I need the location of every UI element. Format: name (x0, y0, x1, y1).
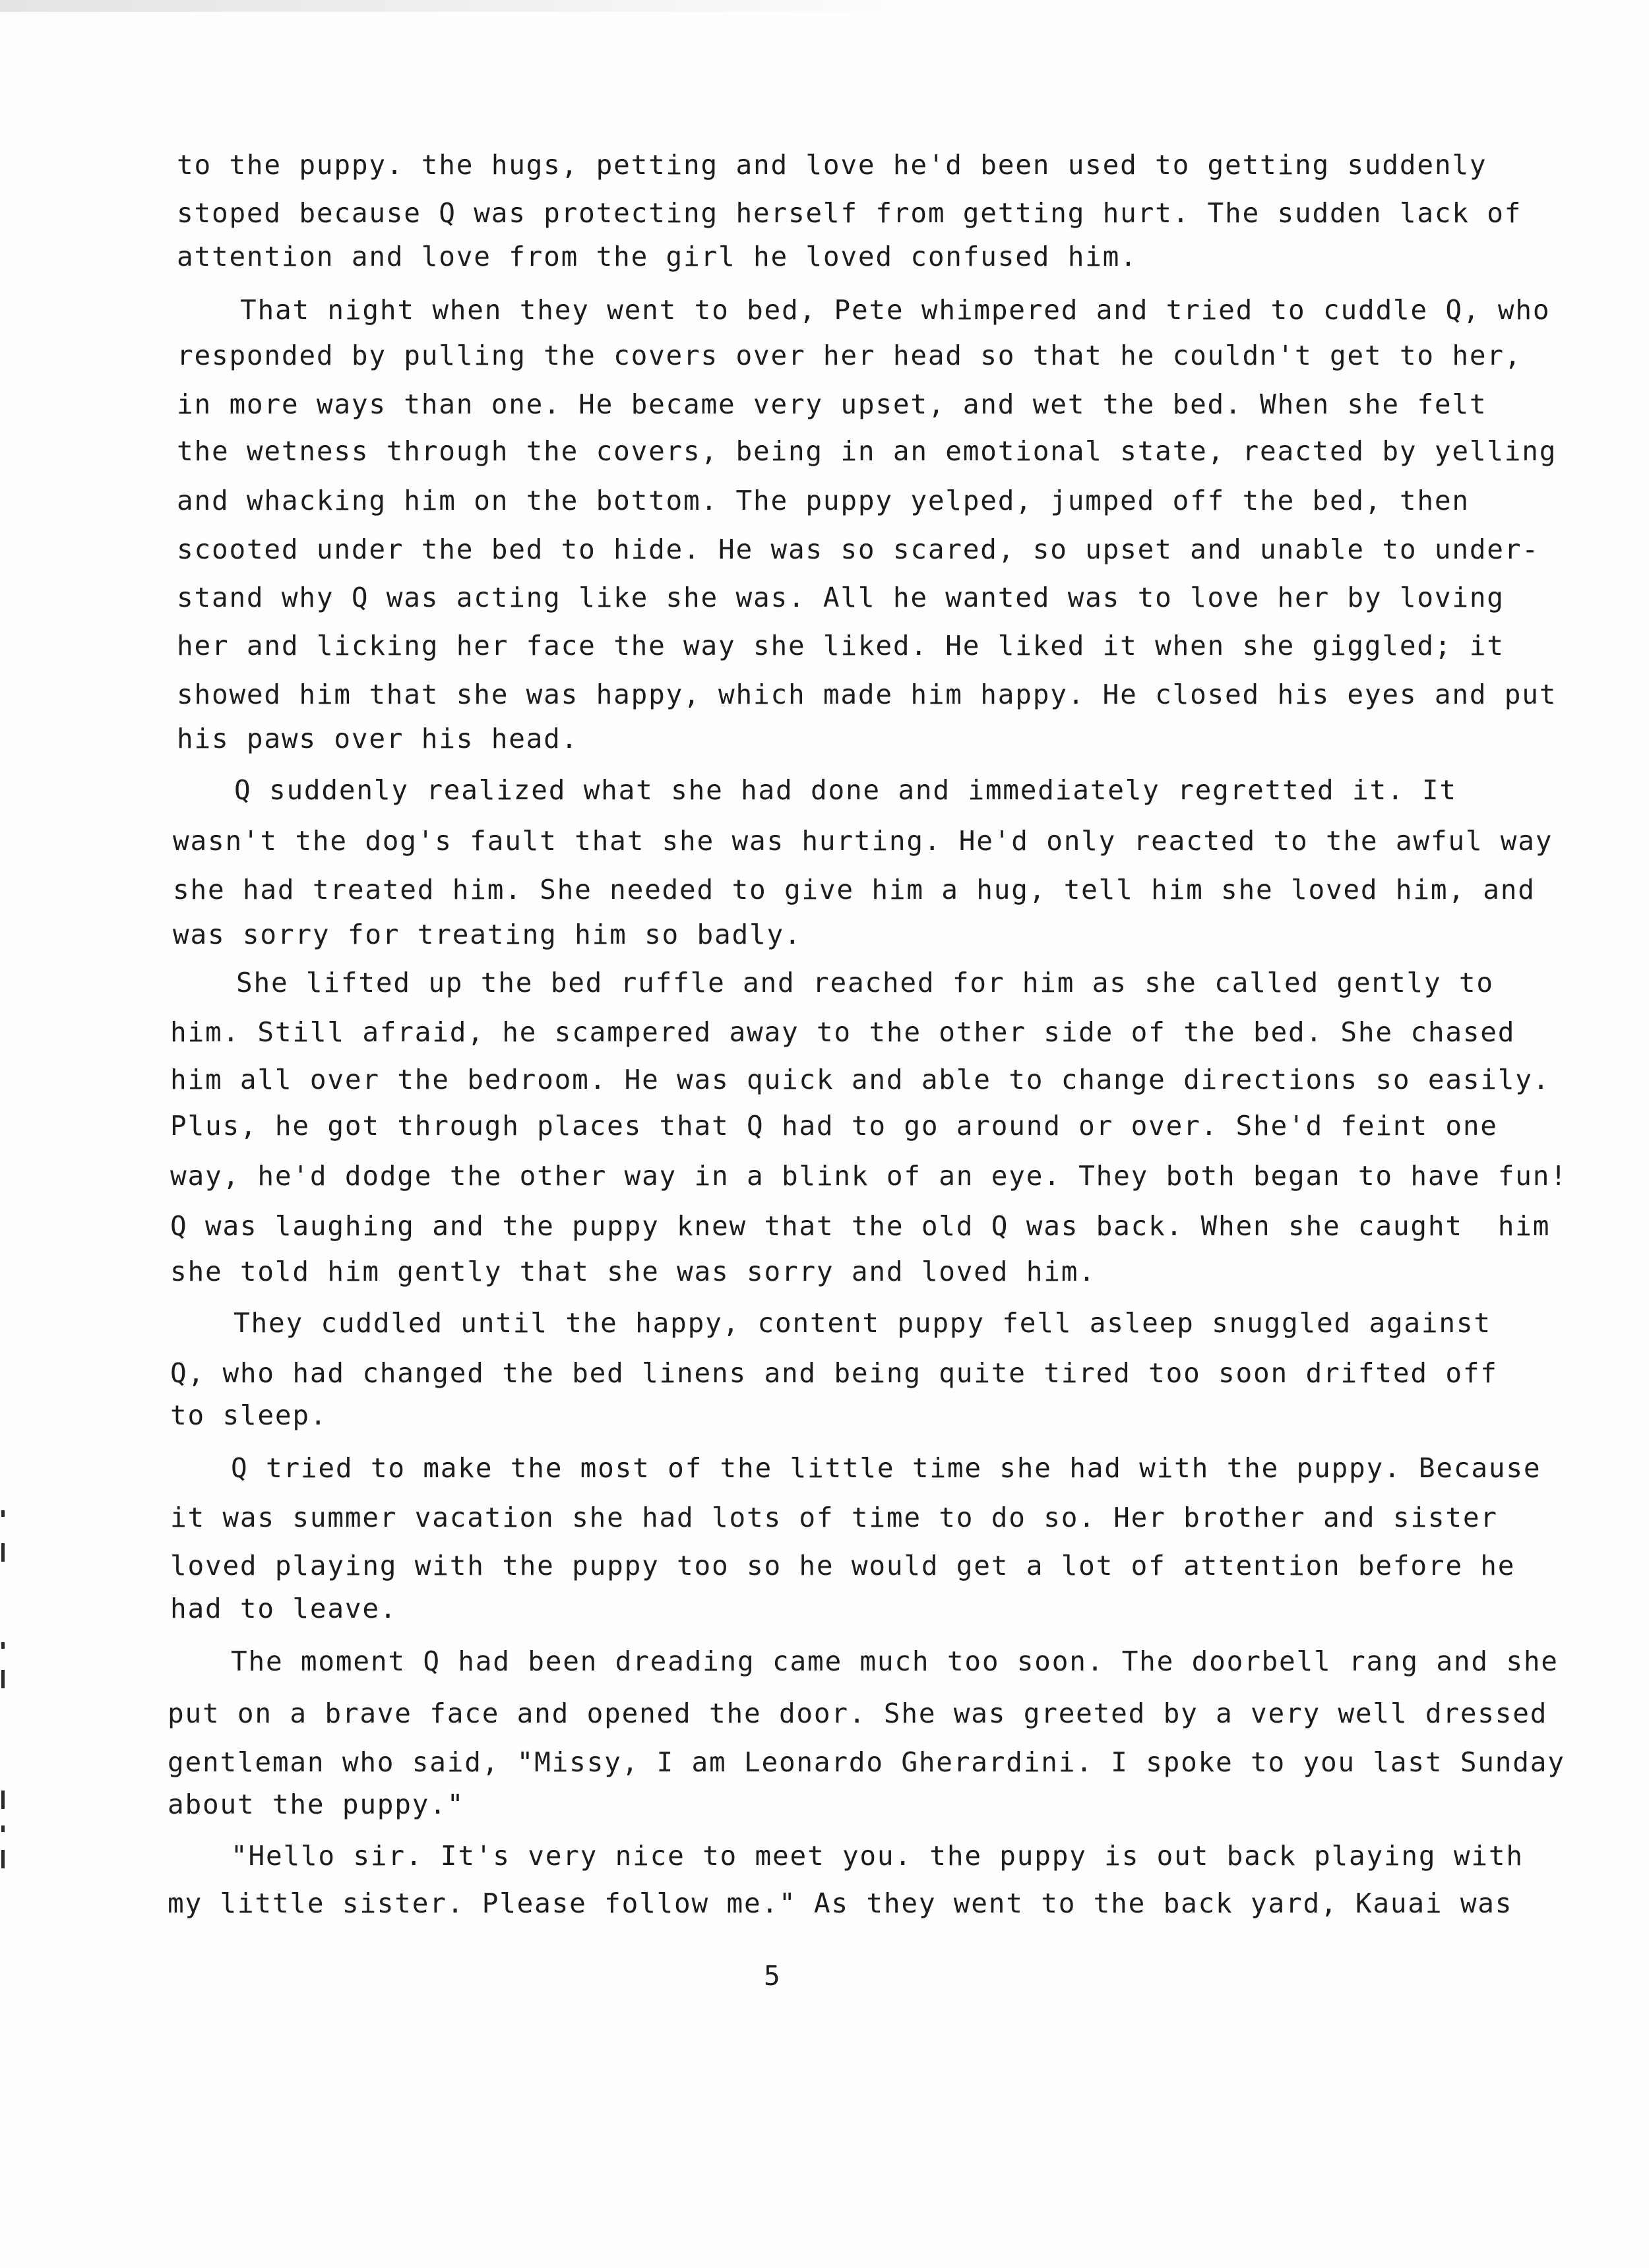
margin-mark (1, 1543, 5, 1562)
text-line: my little sister. Please follow me." As they went to the back yard, Kauai was (168, 1887, 1513, 1919)
text-line: had to leave. (170, 1593, 398, 1624)
margin-mark (1, 1670, 5, 1688)
text-line: to the puppy. the hugs, petting and love he'd been used to getting suddenly (177, 149, 1487, 181)
text-line: her and licking her face the way she liked. He liked it when she giggled; it (177, 630, 1505, 661)
text-line: loved playing with the puppy too so he would get a lot of attention before he (170, 1550, 1516, 1581)
text-line: she told him gently that she was sorry and loved him. (170, 1256, 1096, 1287)
text-line: Q was laughing and the puppy knew that the old Q was back. When she caught him (170, 1210, 1551, 1242)
text-line: him all over the bedroom. He was quick and able to change directions so easily. (170, 1064, 1551, 1095)
margin-mark (1, 1791, 5, 1809)
page-number: 5 (764, 1960, 780, 1992)
text-line: attention and love from the girl he loved confused him. (177, 241, 1138, 272)
text-line: The moment Q had been dreading came much too soon. The doorbell rang and she (231, 1645, 1559, 1677)
text-line: That night when they went to bed, Pete whimpered and tried to cuddle Q, who (240, 294, 1551, 326)
text-line: "Hello sir. It's very nice to meet you. the puppy is out back playing with (231, 1840, 1524, 1872)
text-line: Q tried to make the most of the little time she had with the puppy. Because (231, 1452, 1541, 1484)
text-line: showed him that she was happy, which made him happy. He closed his eyes and put (177, 679, 1557, 710)
text-line: scooted under the bed to hide. He was so scared, so upset and unable to under- (177, 534, 1540, 565)
text-line: gentleman who said, "Missy, I am Leonardo Gherardini. I spoke to you last Sunday (168, 1746, 1565, 1778)
text-line: stand why Q was acting like she was. All he wanted was to love her by loving (177, 582, 1505, 613)
margin-mark (1, 1825, 5, 1832)
margin-mark (1, 1642, 5, 1649)
margin-mark (1, 1510, 5, 1517)
text-line: the wetness through the covers, being in an emotional state, reacted by yelling (177, 435, 1557, 467)
scan-edge-shadow (0, 0, 923, 12)
text-line: and whacking him on the bottom. The puppy yelped, jumped off the bed, then (177, 485, 1470, 516)
text-line: about the puppy." (168, 1789, 465, 1820)
margin-mark (1, 1850, 5, 1868)
text-line: to sleep. (170, 1399, 328, 1431)
text-line: Plus, he got through places that Q had to go around or over. She'd feint one (170, 1110, 1498, 1142)
text-line: wasn't the dog's fault that she was hurting. He'd only reacted to the awful way (173, 825, 1553, 857)
text-line: She lifted up the bed ruffle and reached for him as she called gently to (236, 967, 1494, 998)
text-line: him. Still afraid, he scampered away to the other side of the bed. She chased (170, 1016, 1516, 1048)
text-line: in more ways than one. He became very upset, and wet the bed. When she felt (177, 388, 1487, 420)
text-line: his paws over his head. (177, 723, 579, 754)
text-line: Q suddenly realized what she had done and immediately regretted it. It (234, 774, 1457, 806)
text-line: way, he'd dodge the other way in a blink of an eye. They both began to have fun! (170, 1160, 1568, 1192)
text-line: she had treated him. She needed to give him a hug, tell him she loved him, and (173, 874, 1536, 905)
text-line: Q, who had changed the bed linens and being quite tired too soon drifted off (170, 1357, 1498, 1389)
text-line: was sorry for treating him so badly. (173, 919, 802, 950)
text-line: They cuddled until the happy, content puppy fell asleep snuggled against (233, 1307, 1491, 1339)
text-line: stoped because Q was protecting herself from getting hurt. The sudden lack of (177, 197, 1522, 229)
text-line: responded by pulling the covers over her head so that he couldn't get to her, (177, 340, 1522, 371)
text-line: put on a brave face and opened the door. She was greeted by a very well dressed (168, 1698, 1548, 1729)
text-line: it was summer vacation she had lots of time to do so. Her brother and sister (170, 1502, 1498, 1533)
